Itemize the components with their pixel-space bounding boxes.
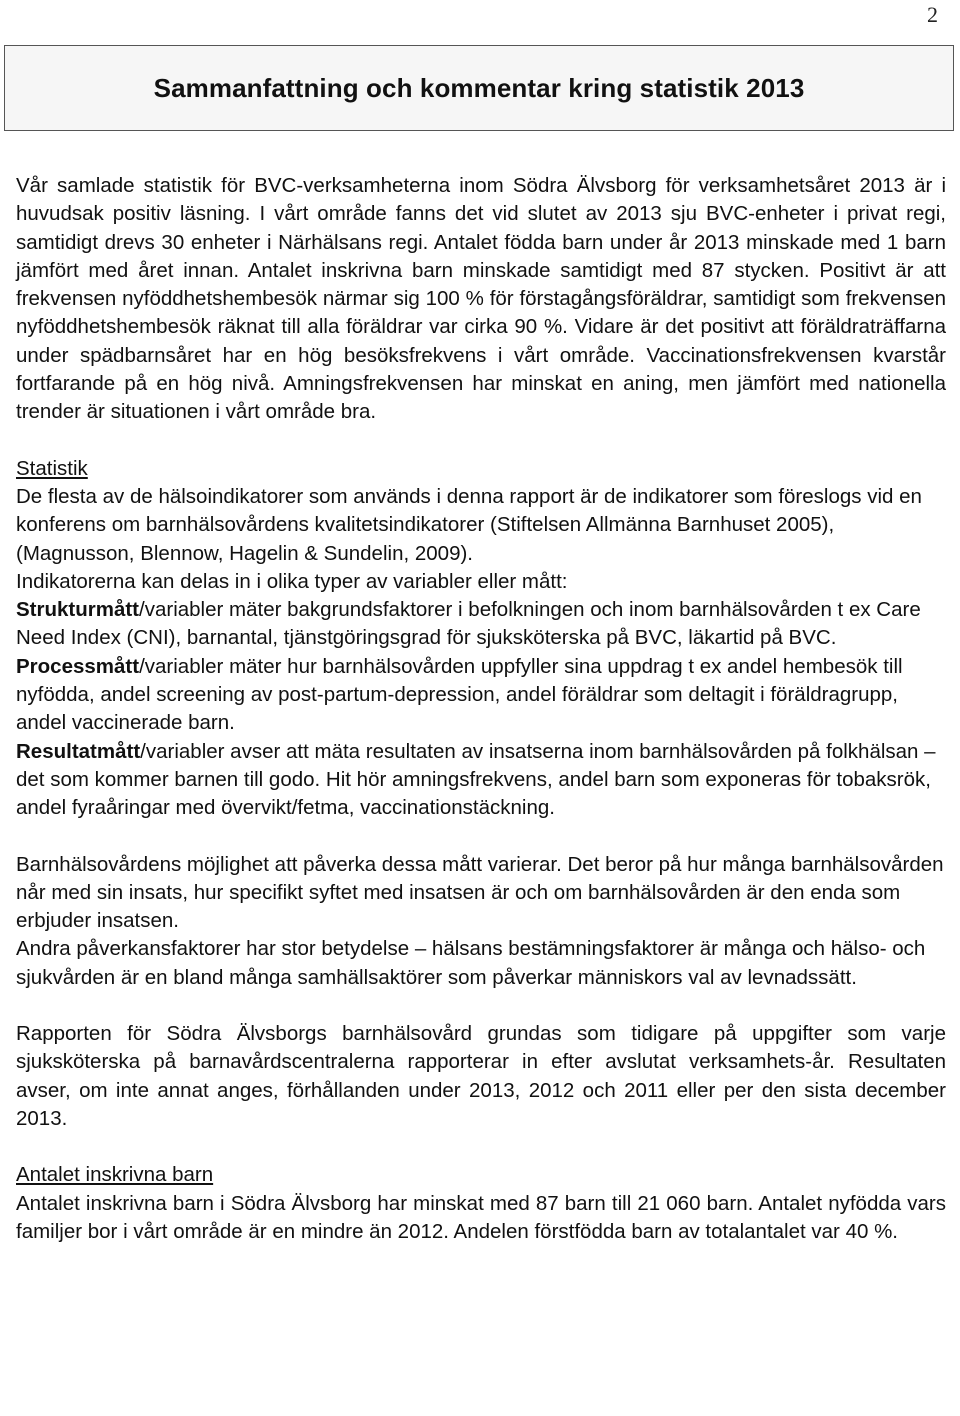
process-text: /variabler mäter hur barnhälsovården uppfyller sina uppdrag t ex andel hembesök till nyfödda, andel screening av post-partum-depression, andel föräldrar som deltagit i föräldragrupp, andel vaccinerade barn.	[16, 654, 903, 735]
other-factors-paragraph: Andra påverkansfaktorer har stor betydelse – hälsans bestämningsfaktorer är många och hälso- och sjukvården är en bland många samhällsaktörer som påverkar människors val av levnadssätt.	[16, 937, 926, 989]
resultat-term: Resultatmått	[16, 739, 141, 763]
resultat-text: /variabler avser att mäta resultaten av insatserna inom barnhälsovården på folkhälsan – det som kommer barnen till godo. Hit hör amningsfrekvens, andel barn som exponeras för tobaksrök, andel fyraåringar med övervikt/fetma, vaccinationstäckning.	[16, 739, 936, 820]
document-body	[16, 172, 946, 1246]
inskrivna-heading: Antalet inskrivna barn	[16, 1163, 214, 1187]
statistik-paragraph: De flesta av de hälsoindikatorer som används i denna rapport är de indikatorer som föreslogs vid en konferens om barnhälsovårdens kvalitetsindikatorer (Stiftelsen Allmänna Barnhuset 2005), (Magnusson, Blennow, Hagelin & Sundelin, 2009).	[16, 484, 922, 565]
indicator-types-paragraph: Indikatorerna kan delas in i olika typer av variabler eller mått:	[16, 569, 568, 593]
page-title: Sammanfattning och kommentar kring statistik 2013	[153, 72, 805, 103]
process-paragraph	[16, 653, 946, 738]
report-paragraph: Rapporten för Södra Älvsborgs barnhälsovård grundas som tidigare på uppgifter som varje sjuksköterska på barnavårdscentralerna rapporterar in efter avslutat verksamhets-år. Resultaten avser, om inte annat anges, förhållanden under 2013, 2012 och 2011 eller per den sista december 2013.	[16, 1022, 946, 1130]
struktur-term: Strukturmått	[16, 598, 140, 622]
statistik-heading: Statistik	[16, 456, 88, 480]
struktur-text: /variabler mäter bakgrundsfaktorer i befolkningen och inom barnhälsovården t ex Care Need Index (CNI), barnantal, tjänstgöringsgrad för sjuksköterska på BVC, läkartid på BVC.	[16, 598, 921, 650]
struktur-paragraph	[16, 596, 946, 653]
resultat-paragraph	[16, 738, 946, 823]
intro-paragraph: Vår samlade statistik för BVC-verksamheterna inom Södra Älvsborg för verksamhetsåret 2013 är i huvudsak positiv läsning. I vårt område fanns det vid slutet av 2013 sju BVC-enheter i privat regi, samtidigt drevs 30 enheter i Närhälsans regi. Antalet födda barn under år 2013 minskade med 1 barn jämfört med året innan. Antalet inskrivna barn minskade samtidigt med 87 stycken. Positivt är att frekvensen nyföddhetshembesök närmar sig 100 % för förstagångsföräldrar, samtidigt som frekvensen nyföddhetshembesök räknat till alla föräldrar var cirka 90 %. Vidare är det positivt att föräldraträffarna under spädbarnsåret har en hög besöksfrekvens i vårt område. Vaccinationsfrekvensen kvarstår fortfarande på en hög nivå. Amningsfrekvensen har minskat en aning, men jämfört med nationella trender är situationen i vårt område bra.	[16, 174, 946, 424]
inskrivna-paragraph: Antalet inskrivna barn i Södra Älvsborg har minskat med 87 barn till 21 060 barn. Antalet nyfödda vars familjer bor i vårt område är en mindre än 2012. Andelen förstfödda barn av totalantalet var 40 %.	[16, 1191, 946, 1243]
process-term: Processmått	[16, 654, 140, 678]
page-number: 2	[927, 2, 938, 27]
title-box	[4, 45, 954, 131]
influence-paragraph: Barnhälsovårdens möjlighet att påverka dessa mått varierar. Det beror på hur många barnhälsovården når med sin insats, hur specifikt syftet med insatsen är och om barnhälsovården är den enda som erbjuder insatsen.	[16, 852, 944, 933]
